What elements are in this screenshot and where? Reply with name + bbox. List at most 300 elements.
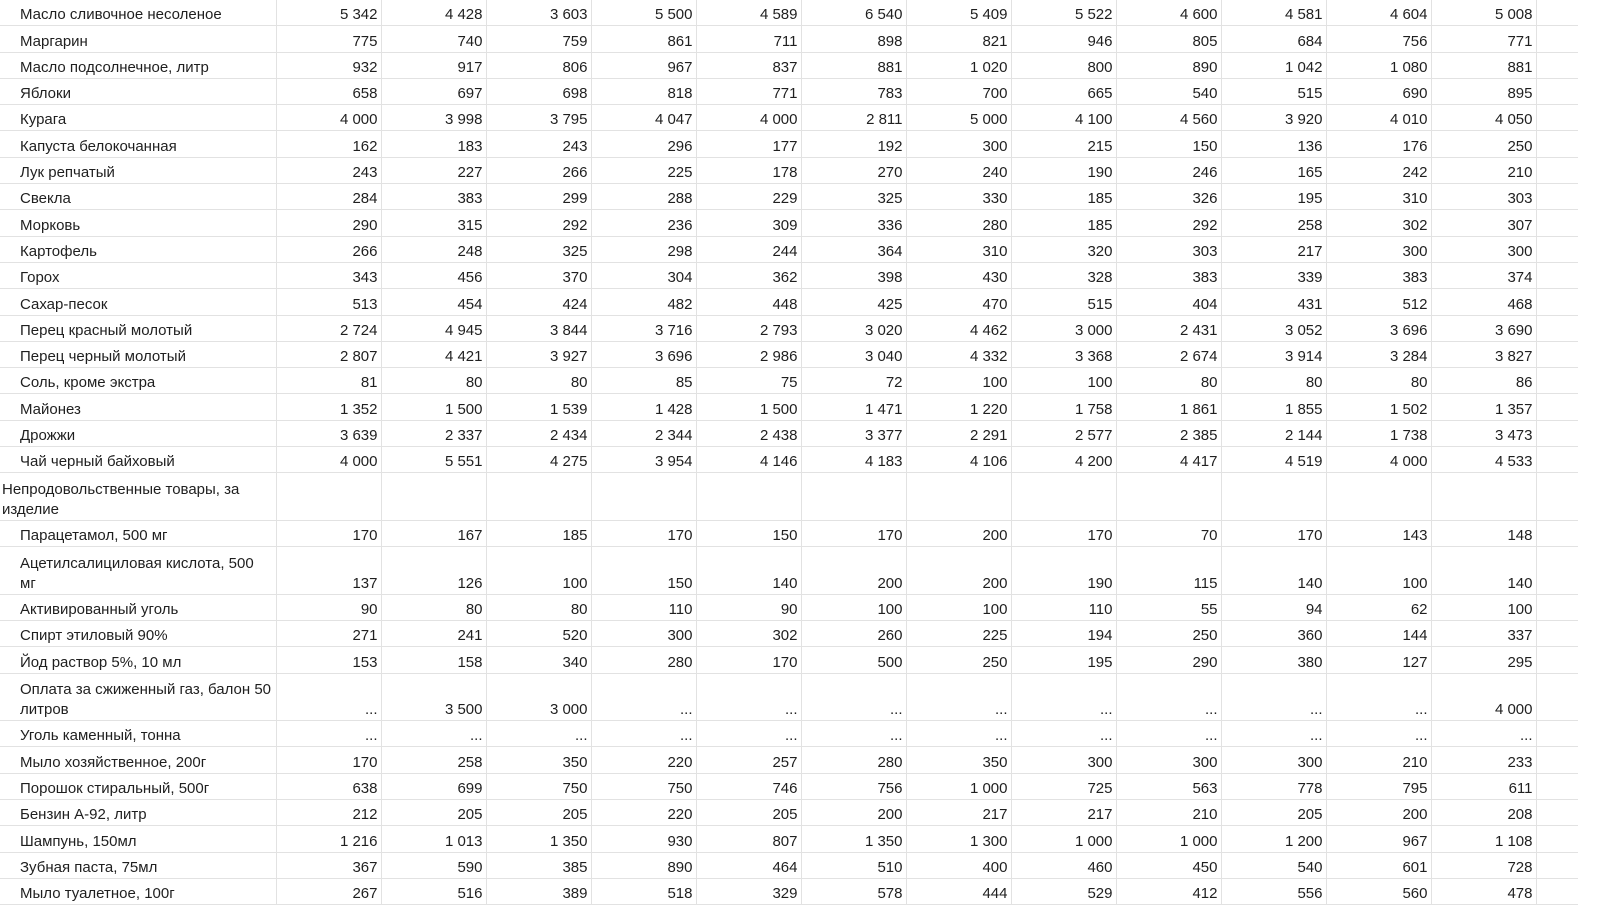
price-cell[interactable]: 4 100 (1011, 105, 1116, 131)
price-cell[interactable]: 300 (1221, 747, 1326, 773)
price-cell[interactable]: 153 (276, 647, 381, 673)
price-cell[interactable]: 2 674 (1116, 341, 1221, 367)
empty-cell[interactable] (1536, 826, 1578, 852)
price-cell[interactable]: ... (1011, 721, 1116, 747)
price-cell[interactable] (591, 473, 696, 521)
price-cell[interactable]: 176 (1326, 131, 1431, 157)
price-cell[interactable]: 195 (1011, 647, 1116, 673)
price-cell[interactable]: 212 (276, 799, 381, 825)
price-cell[interactable]: 205 (1221, 799, 1326, 825)
empty-cell[interactable] (1536, 447, 1578, 473)
price-cell[interactable]: 215 (1011, 131, 1116, 157)
price-cell[interactable]: 220 (591, 747, 696, 773)
empty-cell[interactable] (1536, 878, 1578, 904)
price-cell[interactable] (1116, 473, 1221, 521)
price-cell[interactable]: 2 793 (696, 315, 801, 341)
price-cell[interactable]: 185 (1011, 210, 1116, 236)
item-name-cell[interactable]: Морковь (0, 210, 276, 236)
price-cell[interactable]: 367 (276, 852, 381, 878)
empty-cell[interactable] (1536, 184, 1578, 210)
item-name-cell[interactable]: Парацетамол, 500 мг (0, 520, 276, 546)
price-cell[interactable]: 299 (486, 184, 591, 210)
price-cell[interactable]: 684 (1221, 26, 1326, 52)
price-cell[interactable]: ... (1431, 721, 1536, 747)
price-cell[interactable]: 1 000 (1011, 826, 1116, 852)
price-cell[interactable]: 300 (906, 131, 1011, 157)
price-cell[interactable]: 126 (381, 547, 486, 595)
price-cell[interactable]: 1 500 (381, 394, 486, 420)
price-cell[interactable]: 698 (486, 78, 591, 104)
price-cell[interactable]: 967 (591, 52, 696, 78)
price-cell[interactable]: 170 (1011, 520, 1116, 546)
price-cell[interactable]: 290 (1116, 647, 1221, 673)
price-cell[interactable]: 310 (1326, 184, 1431, 210)
price-cell[interactable]: 778 (1221, 773, 1326, 799)
price-cell[interactable]: 1 357 (1431, 394, 1536, 420)
price-cell[interactable]: 4 332 (906, 341, 1011, 367)
price-cell[interactable]: 200 (801, 547, 906, 595)
price-cell[interactable]: 284 (276, 184, 381, 210)
price-cell[interactable]: 540 (1221, 852, 1326, 878)
price-cell[interactable]: 217 (906, 799, 1011, 825)
price-cell[interactable]: 890 (591, 852, 696, 878)
price-cell[interactable]: 208 (1431, 799, 1536, 825)
empty-cell[interactable] (1536, 341, 1578, 367)
price-cell[interactable]: 512 (1326, 289, 1431, 315)
price-cell[interactable]: 3 000 (486, 673, 591, 721)
price-cell[interactable]: 425 (801, 289, 906, 315)
item-name-cell[interactable]: Сахар-песок (0, 289, 276, 315)
price-cell[interactable]: 225 (591, 157, 696, 183)
price-cell[interactable]: 4 462 (906, 315, 1011, 341)
price-cell[interactable]: 750 (591, 773, 696, 799)
empty-cell[interactable] (1536, 131, 1578, 157)
price-cell[interactable]: 5 522 (1011, 0, 1116, 26)
empty-cell[interactable] (1536, 547, 1578, 595)
price-cell[interactable]: 1 352 (276, 394, 381, 420)
price-cell[interactable]: 1 020 (906, 52, 1011, 78)
empty-cell[interactable] (1536, 647, 1578, 673)
price-cell[interactable]: 2 385 (1116, 420, 1221, 446)
empty-cell[interactable] (1536, 210, 1578, 236)
price-cell[interactable]: 140 (696, 547, 801, 595)
price-cell[interactable]: 266 (486, 157, 591, 183)
price-cell[interactable]: 3 696 (591, 341, 696, 367)
price-cell[interactable]: 3 795 (486, 105, 591, 131)
price-cell[interactable]: 246 (1116, 157, 1221, 183)
price-cell[interactable]: 4 200 (1011, 447, 1116, 473)
price-cell[interactable]: ... (486, 721, 591, 747)
price-cell[interactable]: 325 (486, 236, 591, 262)
price-cell[interactable]: 3 690 (1431, 315, 1536, 341)
price-cell[interactable]: 2 577 (1011, 420, 1116, 446)
item-name-cell[interactable]: Капуста белокочанная (0, 131, 276, 157)
price-cell[interactable]: 267 (276, 878, 381, 904)
price-cell[interactable]: 343 (276, 262, 381, 288)
empty-cell[interactable] (1536, 799, 1578, 825)
price-cell[interactable]: 404 (1116, 289, 1221, 315)
price-cell[interactable]: 205 (381, 799, 486, 825)
price-cell[interactable]: 329 (696, 878, 801, 904)
price-cell[interactable]: 115 (1116, 547, 1221, 595)
price-cell[interactable]: 258 (381, 747, 486, 773)
price-cell[interactable]: 454 (381, 289, 486, 315)
price-cell[interactable]: 3 716 (591, 315, 696, 341)
price-cell[interactable]: 162 (276, 131, 381, 157)
price-cell[interactable]: 430 (906, 262, 1011, 288)
price-cell[interactable]: 170 (276, 520, 381, 546)
price-cell[interactable]: 364 (801, 236, 906, 262)
price-cell[interactable]: 728 (1431, 852, 1536, 878)
price-cell[interactable]: 137 (276, 547, 381, 595)
price-cell[interactable]: 601 (1326, 852, 1431, 878)
price-cell[interactable]: 205 (696, 799, 801, 825)
price-cell[interactable]: 946 (1011, 26, 1116, 52)
price-cell[interactable]: 444 (906, 878, 1011, 904)
price-cell[interactable]: 295 (1431, 647, 1536, 673)
price-cell[interactable]: 881 (801, 52, 906, 78)
price-cell[interactable]: 540 (1116, 78, 1221, 104)
price-cell[interactable]: 298 (591, 236, 696, 262)
price-cell[interactable]: ... (1221, 673, 1326, 721)
price-cell[interactable]: 140 (1221, 547, 1326, 595)
empty-cell[interactable] (1536, 262, 1578, 288)
empty-cell[interactable] (1536, 105, 1578, 131)
price-cell[interactable]: 217 (1221, 236, 1326, 262)
price-cell[interactable]: 837 (696, 52, 801, 78)
price-cell[interactable]: 210 (1431, 157, 1536, 183)
price-cell[interactable]: 270 (801, 157, 906, 183)
price-cell[interactable]: 932 (276, 52, 381, 78)
price-cell[interactable]: 515 (1221, 78, 1326, 104)
item-name-cell[interactable]: Перец красный молотый (0, 315, 276, 341)
price-cell[interactable]: 300 (1326, 236, 1431, 262)
price-cell[interactable]: 217 (1011, 799, 1116, 825)
price-cell[interactable]: 450 (1116, 852, 1221, 878)
empty-cell[interactable] (1536, 0, 1578, 26)
price-cell[interactable]: 3 914 (1221, 341, 1326, 367)
price-cell[interactable]: 4 047 (591, 105, 696, 131)
price-cell[interactable]: 362 (696, 262, 801, 288)
price-cell[interactable]: 192 (801, 131, 906, 157)
price-cell[interactable]: 424 (486, 289, 591, 315)
item-name-cell[interactable]: Шампунь, 150мл (0, 826, 276, 852)
price-cell[interactable]: 350 (906, 747, 1011, 773)
price-cell[interactable]: ... (276, 673, 381, 721)
price-cell[interactable]: 1 502 (1326, 394, 1431, 420)
price-cell[interactable]: 75 (696, 368, 801, 394)
price-cell[interactable]: 1 108 (1431, 826, 1536, 852)
item-name-cell[interactable]: Чай черный байховый (0, 447, 276, 473)
price-cell[interactable]: 3 473 (1431, 420, 1536, 446)
price-cell[interactable]: 200 (801, 799, 906, 825)
price-cell[interactable]: 795 (1326, 773, 1431, 799)
price-cell[interactable]: 194 (1011, 620, 1116, 646)
price-cell[interactable]: 967 (1326, 826, 1431, 852)
price-cell[interactable]: 150 (1116, 131, 1221, 157)
price-cell[interactable]: 4 533 (1431, 447, 1536, 473)
price-cell[interactable]: ... (591, 721, 696, 747)
empty-cell[interactable] (1536, 520, 1578, 546)
price-cell[interactable]: 100 (1326, 547, 1431, 595)
price-cell[interactable] (801, 473, 906, 521)
price-cell[interactable]: 280 (591, 647, 696, 673)
price-cell[interactable]: 260 (801, 620, 906, 646)
price-cell[interactable]: 233 (1431, 747, 1536, 773)
price-cell[interactable]: 500 (801, 647, 906, 673)
price-cell[interactable]: 2 144 (1221, 420, 1326, 446)
price-cell[interactable]: 4 428 (381, 0, 486, 26)
price-cell[interactable]: 148 (1431, 520, 1536, 546)
price-cell[interactable]: 6 540 (801, 0, 906, 26)
item-name-cell[interactable]: Соль, кроме экстра (0, 368, 276, 394)
price-cell[interactable]: 478 (1431, 878, 1536, 904)
item-name-cell[interactable]: Уголь каменный, тонна (0, 721, 276, 747)
empty-cell[interactable] (1536, 315, 1578, 341)
price-cell[interactable]: 563 (1116, 773, 1221, 799)
price-cell[interactable]: 4 106 (906, 447, 1011, 473)
item-name-cell[interactable]: Зубная паста, 75мл (0, 852, 276, 878)
price-cell[interactable] (1431, 473, 1536, 521)
item-name-cell[interactable]: Яблоки (0, 78, 276, 104)
item-name-cell[interactable]: Активированный уголь (0, 594, 276, 620)
price-cell[interactable]: 3 639 (276, 420, 381, 446)
price-cell[interactable]: 510 (801, 852, 906, 878)
price-cell[interactable] (906, 473, 1011, 521)
price-cell[interactable]: ... (801, 673, 906, 721)
price-cell[interactable]: 328 (1011, 262, 1116, 288)
price-cell[interactable]: 2 438 (696, 420, 801, 446)
empty-cell[interactable] (1536, 473, 1578, 521)
price-cell[interactable]: 460 (1011, 852, 1116, 878)
price-cell[interactable]: 290 (276, 210, 381, 236)
price-cell[interactable]: 3 020 (801, 315, 906, 341)
item-name-cell[interactable]: Картофель (0, 236, 276, 262)
price-cell[interactable]: 898 (801, 26, 906, 52)
price-cell[interactable]: 225 (906, 620, 1011, 646)
price-cell[interactable]: 100 (486, 547, 591, 595)
price-cell[interactable]: 72 (801, 368, 906, 394)
price-cell[interactable]: 110 (591, 594, 696, 620)
price-cell[interactable]: 4 000 (696, 105, 801, 131)
price-cell[interactable]: 177 (696, 131, 801, 157)
price-cell[interactable]: 90 (276, 594, 381, 620)
price-cell[interactable]: 315 (381, 210, 486, 236)
empty-cell[interactable] (1536, 368, 1578, 394)
price-cell[interactable]: 190 (1011, 547, 1116, 595)
price-cell[interactable]: 665 (1011, 78, 1116, 104)
price-cell[interactable]: 100 (1431, 594, 1536, 620)
price-cell[interactable]: 248 (381, 236, 486, 262)
price-cell[interactable]: 890 (1116, 52, 1221, 78)
price-cell[interactable]: 482 (591, 289, 696, 315)
price-cell[interactable] (276, 473, 381, 521)
price-cell[interactable]: 383 (1326, 262, 1431, 288)
item-name-cell[interactable]: Ацетилсалициловая кислота, 500 мг (0, 547, 276, 595)
price-cell[interactable]: 178 (696, 157, 801, 183)
price-cell[interactable]: 350 (486, 747, 591, 773)
price-cell[interactable]: 2 431 (1116, 315, 1221, 341)
price-cell[interactable]: 55 (1116, 594, 1221, 620)
price-cell[interactable]: 638 (276, 773, 381, 799)
price-cell[interactable]: 236 (591, 210, 696, 236)
price-cell[interactable]: 170 (1221, 520, 1326, 546)
price-cell[interactable]: 1 000 (906, 773, 1011, 799)
price-cell[interactable]: 1 758 (1011, 394, 1116, 420)
price-cell[interactable]: 150 (591, 547, 696, 595)
price-cell[interactable]: 4 421 (381, 341, 486, 367)
price-cell[interactable]: 195 (1221, 184, 1326, 210)
price-cell[interactable]: 4 000 (276, 105, 381, 131)
price-cell[interactable]: 2 344 (591, 420, 696, 446)
price-cell[interactable]: 4 000 (276, 447, 381, 473)
price-cell[interactable]: 241 (381, 620, 486, 646)
price-cell[interactable]: 3 000 (1011, 315, 1116, 341)
price-cell[interactable]: 1 220 (906, 394, 1011, 420)
price-cell[interactable]: 468 (1431, 289, 1536, 315)
price-cell[interactable]: 2 337 (381, 420, 486, 446)
price-cell[interactable]: 658 (276, 78, 381, 104)
price-cell[interactable]: 5 342 (276, 0, 381, 26)
item-name-cell[interactable]: Мыло хозяйственное, 200г (0, 747, 276, 773)
price-cell[interactable]: 783 (801, 78, 906, 104)
price-cell[interactable]: 699 (381, 773, 486, 799)
price-cell[interactable]: 243 (276, 157, 381, 183)
price-cell[interactable]: 4 275 (486, 447, 591, 473)
price-cell[interactable]: 240 (906, 157, 1011, 183)
price-cell[interactable]: 136 (1221, 131, 1326, 157)
price-cell[interactable]: 307 (1431, 210, 1536, 236)
price-cell[interactable]: 756 (801, 773, 906, 799)
price-cell[interactable]: 4 604 (1326, 0, 1431, 26)
price-cell[interactable]: 4 519 (1221, 447, 1326, 473)
price-cell[interactable]: 167 (381, 520, 486, 546)
price-cell[interactable]: 3 052 (1221, 315, 1326, 341)
price-cell[interactable]: 158 (381, 647, 486, 673)
price-cell[interactable]: 3 827 (1431, 341, 1536, 367)
price-cell[interactable]: 3 927 (486, 341, 591, 367)
price-cell[interactable]: 2 807 (276, 341, 381, 367)
price-cell[interactable]: 412 (1116, 878, 1221, 904)
price-cell[interactable]: 303 (1431, 184, 1536, 210)
price-cell[interactable]: 336 (801, 210, 906, 236)
price-cell[interactable]: 250 (1431, 131, 1536, 157)
price-cell[interactable]: ... (1011, 673, 1116, 721)
price-cell[interactable]: 771 (1431, 26, 1536, 52)
price-cell[interactable]: 4 560 (1116, 105, 1221, 131)
price-cell[interactable]: 1 300 (906, 826, 1011, 852)
empty-cell[interactable] (1536, 852, 1578, 878)
price-cell[interactable]: 165 (1221, 157, 1326, 183)
price-cell[interactable]: 1 861 (1116, 394, 1221, 420)
price-cell[interactable]: 100 (801, 594, 906, 620)
price-cell[interactable]: 250 (906, 647, 1011, 673)
price-cell[interactable]: 4 000 (1326, 447, 1431, 473)
price-cell[interactable]: 380 (1221, 647, 1326, 673)
price-cell[interactable]: 383 (381, 184, 486, 210)
price-cell[interactable]: 210 (1116, 799, 1221, 825)
price-cell[interactable]: 280 (801, 747, 906, 773)
price-cell[interactable]: 818 (591, 78, 696, 104)
price-cell[interactable]: 516 (381, 878, 486, 904)
price-cell[interactable] (381, 473, 486, 521)
price-cell[interactable]: 90 (696, 594, 801, 620)
price-cell[interactable]: 4 000 (1431, 673, 1536, 721)
item-name-cell[interactable]: Масло сливочное несоленое (0, 0, 276, 26)
price-cell[interactable]: 3 500 (381, 673, 486, 721)
price-cell[interactable]: 80 (486, 368, 591, 394)
price-cell[interactable]: 339 (1221, 262, 1326, 288)
price-cell[interactable]: 398 (801, 262, 906, 288)
price-cell[interactable]: 143 (1326, 520, 1431, 546)
price-cell[interactable]: 62 (1326, 594, 1431, 620)
price-cell[interactable]: 296 (591, 131, 696, 157)
price-cell[interactable]: 3 954 (591, 447, 696, 473)
price-cell[interactable]: 3 696 (1326, 315, 1431, 341)
price-cell[interactable]: 303 (1116, 236, 1221, 262)
price-cell[interactable]: 280 (906, 210, 1011, 236)
price-cell[interactable]: 300 (591, 620, 696, 646)
price-cell[interactable]: ... (381, 721, 486, 747)
price-cell[interactable]: 304 (591, 262, 696, 288)
item-name-cell[interactable]: Лук репчатый (0, 157, 276, 183)
price-cell[interactable]: 2 291 (906, 420, 1011, 446)
price-cell[interactable]: 4 581 (1221, 0, 1326, 26)
empty-cell[interactable] (1536, 773, 1578, 799)
price-cell[interactable]: 170 (591, 520, 696, 546)
price-cell[interactable]: ... (1116, 721, 1221, 747)
price-cell[interactable]: 917 (381, 52, 486, 78)
price-cell[interactable]: 4 146 (696, 447, 801, 473)
price-cell[interactable]: 1 539 (486, 394, 591, 420)
price-cell[interactable]: 144 (1326, 620, 1431, 646)
price-cell[interactable]: 80 (486, 594, 591, 620)
price-cell[interactable]: 200 (1326, 799, 1431, 825)
price-cell[interactable]: 611 (1431, 773, 1536, 799)
price-cell[interactable]: 2 986 (696, 341, 801, 367)
price-cell[interactable]: 80 (1221, 368, 1326, 394)
price-cell[interactable]: 183 (381, 131, 486, 157)
price-cell[interactable]: 200 (906, 547, 1011, 595)
price-cell[interactable]: 4 945 (381, 315, 486, 341)
price-cell[interactable]: 100 (1011, 368, 1116, 394)
price-cell[interactable]: 861 (591, 26, 696, 52)
price-cell[interactable]: 740 (381, 26, 486, 52)
item-name-cell[interactable]: Масло подсолнечное, литр (0, 52, 276, 78)
price-cell[interactable]: 310 (906, 236, 1011, 262)
price-cell[interactable]: 400 (906, 852, 1011, 878)
price-cell[interactable]: 127 (1326, 647, 1431, 673)
empty-cell[interactable] (1536, 747, 1578, 773)
empty-cell[interactable] (1536, 78, 1578, 104)
price-cell[interactable]: 5 500 (591, 0, 696, 26)
price-cell[interactable]: 3 368 (1011, 341, 1116, 367)
price-cell[interactable] (1326, 473, 1431, 521)
price-cell[interactable]: 2 724 (276, 315, 381, 341)
price-cell[interactable]: 3 844 (486, 315, 591, 341)
price-cell[interactable]: ... (696, 673, 801, 721)
price-cell[interactable]: 1 013 (381, 826, 486, 852)
empty-cell[interactable] (1536, 420, 1578, 446)
price-cell[interactable]: 1 200 (1221, 826, 1326, 852)
price-cell[interactable]: 3 284 (1326, 341, 1431, 367)
price-cell[interactable]: 1 350 (486, 826, 591, 852)
item-name-cell[interactable]: Перец черный молотый (0, 341, 276, 367)
price-cell[interactable]: 383 (1116, 262, 1221, 288)
price-cell[interactable]: 80 (1116, 368, 1221, 394)
price-cell[interactable]: 750 (486, 773, 591, 799)
price-cell[interactable]: 150 (696, 520, 801, 546)
